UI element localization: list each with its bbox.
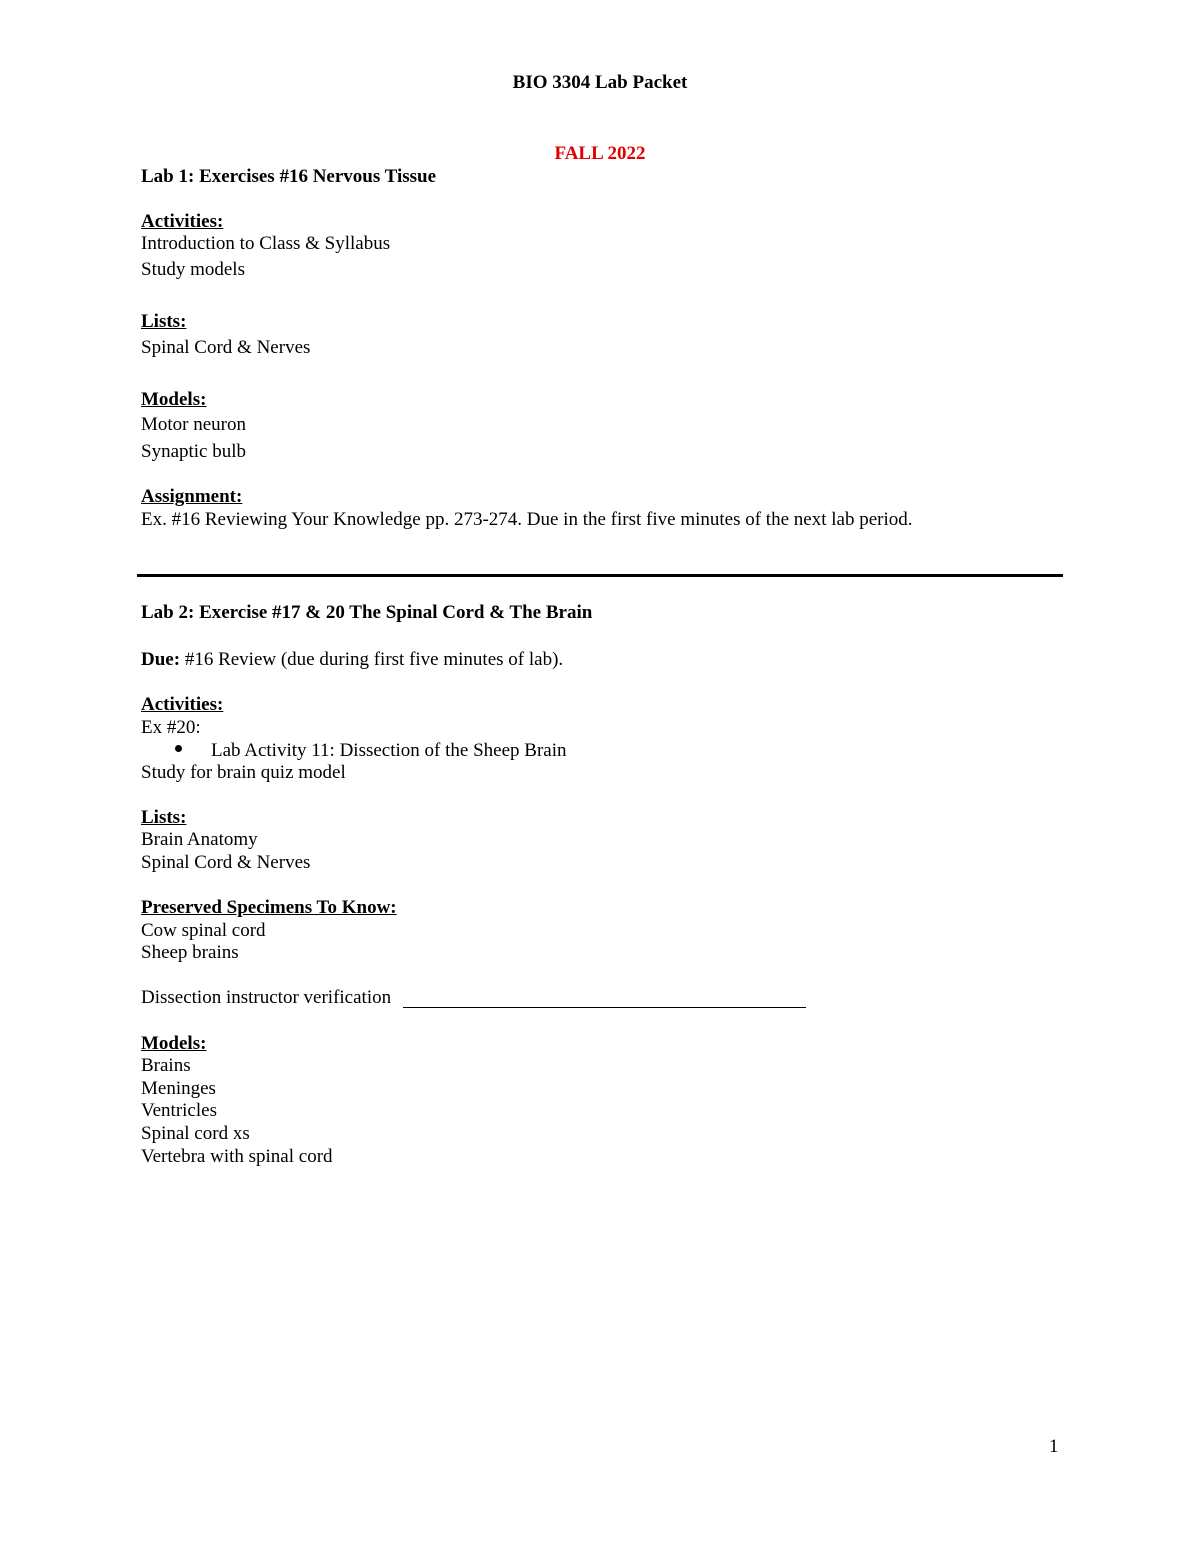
lab2-list-item: Brain Anatomy — [141, 829, 258, 850]
lab1-models-heading: Models: — [141, 389, 207, 410]
lab2-activities-heading: Activities: — [141, 694, 224, 715]
term-label: FALL 2022 — [554, 143, 646, 164]
lab2-lists-heading: Lists: — [141, 807, 187, 828]
signature-line — [403, 1007, 806, 1008]
lab2-model-item: Spinal cord xs — [141, 1123, 250, 1144]
lab2-model-item: Vertebra with spinal cord — [141, 1146, 333, 1167]
lab1-activity-item: Introduction to Class & Syllabus — [141, 233, 391, 254]
lab2-title: Lab 2: Exercise #17 & 20 The Spinal Cord & The Brain — [141, 602, 593, 623]
lab1-activities-heading: Activities: — [141, 211, 224, 232]
lab2-specimens-heading: Preserved Specimens To Know: — [141, 897, 397, 918]
lab1-list-item: Spinal Cord & Nerves — [141, 337, 311, 358]
verification-label: Dissection instructor verification — [141, 987, 392, 1008]
lab2-due-text: #16 Review (due during first five minutes of lab). — [180, 649, 564, 670]
lab1-title: Lab 1: Exercises #16 Nervous Tissue — [141, 166, 437, 187]
lab2-list-item: Spinal Cord & Nerves — [141, 852, 311, 873]
lab1-assignment-heading: Assignment: — [141, 486, 243, 507]
lab2-model-item: Ventricles — [141, 1100, 217, 1121]
lab2-due-label: Due: — [141, 649, 181, 670]
lab2-specimen-item: Sheep brains — [141, 942, 239, 963]
lab2-model-item: Brains — [141, 1055, 191, 1076]
lab2-activity-bullet: Lab Activity 11: Dissection of the Sheep Brain — [211, 740, 567, 761]
lab2-due-line — [141, 650, 563, 669]
lab2-model-item: Meninges — [141, 1078, 216, 1099]
document-title: BIO 3304 Lab Packet — [512, 72, 688, 93]
lab1-assignment-text: Ex. #16 Reviewing Your Knowledge pp. 273-274. Due in the first five minutes of the next lab period. — [141, 509, 913, 530]
lab1-model-item: Motor neuron — [141, 414, 247, 435]
lab2-activity-ex: Ex #20: — [141, 717, 201, 738]
lab1-lists-heading: Lists: — [141, 311, 187, 332]
lab1-model-item: Synaptic bulb — [141, 441, 247, 462]
lab1-activity-item: Study models — [141, 259, 245, 280]
lab2-models-heading: Models: — [141, 1033, 207, 1054]
lab2-activity-study: Study for brain quiz model — [141, 762, 346, 783]
lab2-specimen-item: Cow spinal cord — [141, 920, 266, 941]
page-number: 1 — [1049, 1436, 1059, 1457]
bullet-icon — [175, 745, 182, 752]
section-divider — [137, 574, 1063, 577]
